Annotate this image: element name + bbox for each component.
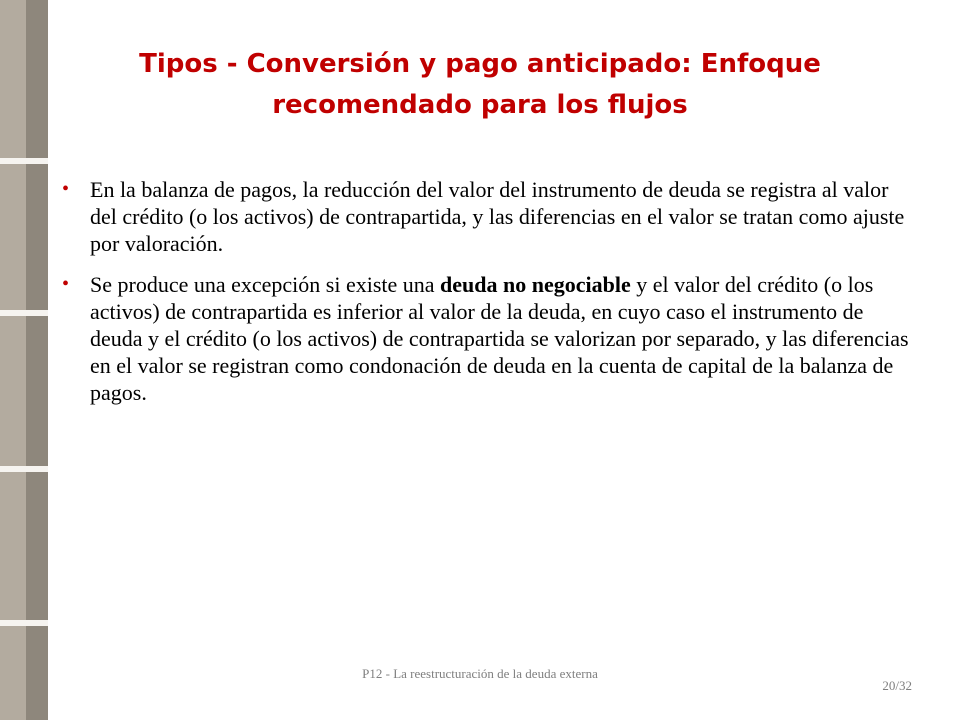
sidebar-segment (26, 164, 48, 310)
decorative-sidebar (0, 0, 48, 720)
sidebar-segment (0, 164, 26, 310)
bullet-list (62, 176, 912, 420)
slide-title: Tipos - Conversión y pago anticipado: Enfoque recomendado para los flujos (139, 49, 821, 120)
page-number: 20/32 (882, 678, 912, 693)
bullet-text-part: y el valor del crédito (o los activos) de contrapartida es inferior al valor de la deuda, en cuyo caso el instrumento de deuda y el crédito (o los activos) de contrapartida se valorizan por separado, y las diferencias en el valor se registran como condonación de deuda en la cuenta de capital de la balanza de pagos. (90, 272, 909, 405)
sidebar-segment (26, 316, 48, 466)
sidebar-segment (0, 472, 26, 620)
bullet-icon: • (62, 178, 70, 200)
sidebar-segment (26, 626, 48, 720)
sidebar-segment (0, 0, 26, 158)
bullet-text: En la balanza de pagos, la reducción del valor del instrumento de deuda se registra al valor del crédito (o los activos) de contrapartida, y las diferencias en el valor se tratan como ajuste por valoración. (90, 177, 905, 256)
sidebar-segment (26, 472, 48, 620)
emphasis-text: deuda no negociable (440, 272, 631, 297)
bullet-icon: • (62, 273, 70, 295)
bullet-item (62, 176, 912, 257)
sidebar-segment (0, 316, 26, 466)
sidebar-segment (0, 626, 26, 720)
sidebar-segment (26, 0, 48, 158)
bullet-text-part: Se produce una excepción si existe una (90, 272, 441, 297)
bullet-item (62, 271, 912, 406)
footer-text: P12 - La reestructuración de la deuda externa (362, 666, 598, 681)
bullet-text (90, 272, 909, 405)
